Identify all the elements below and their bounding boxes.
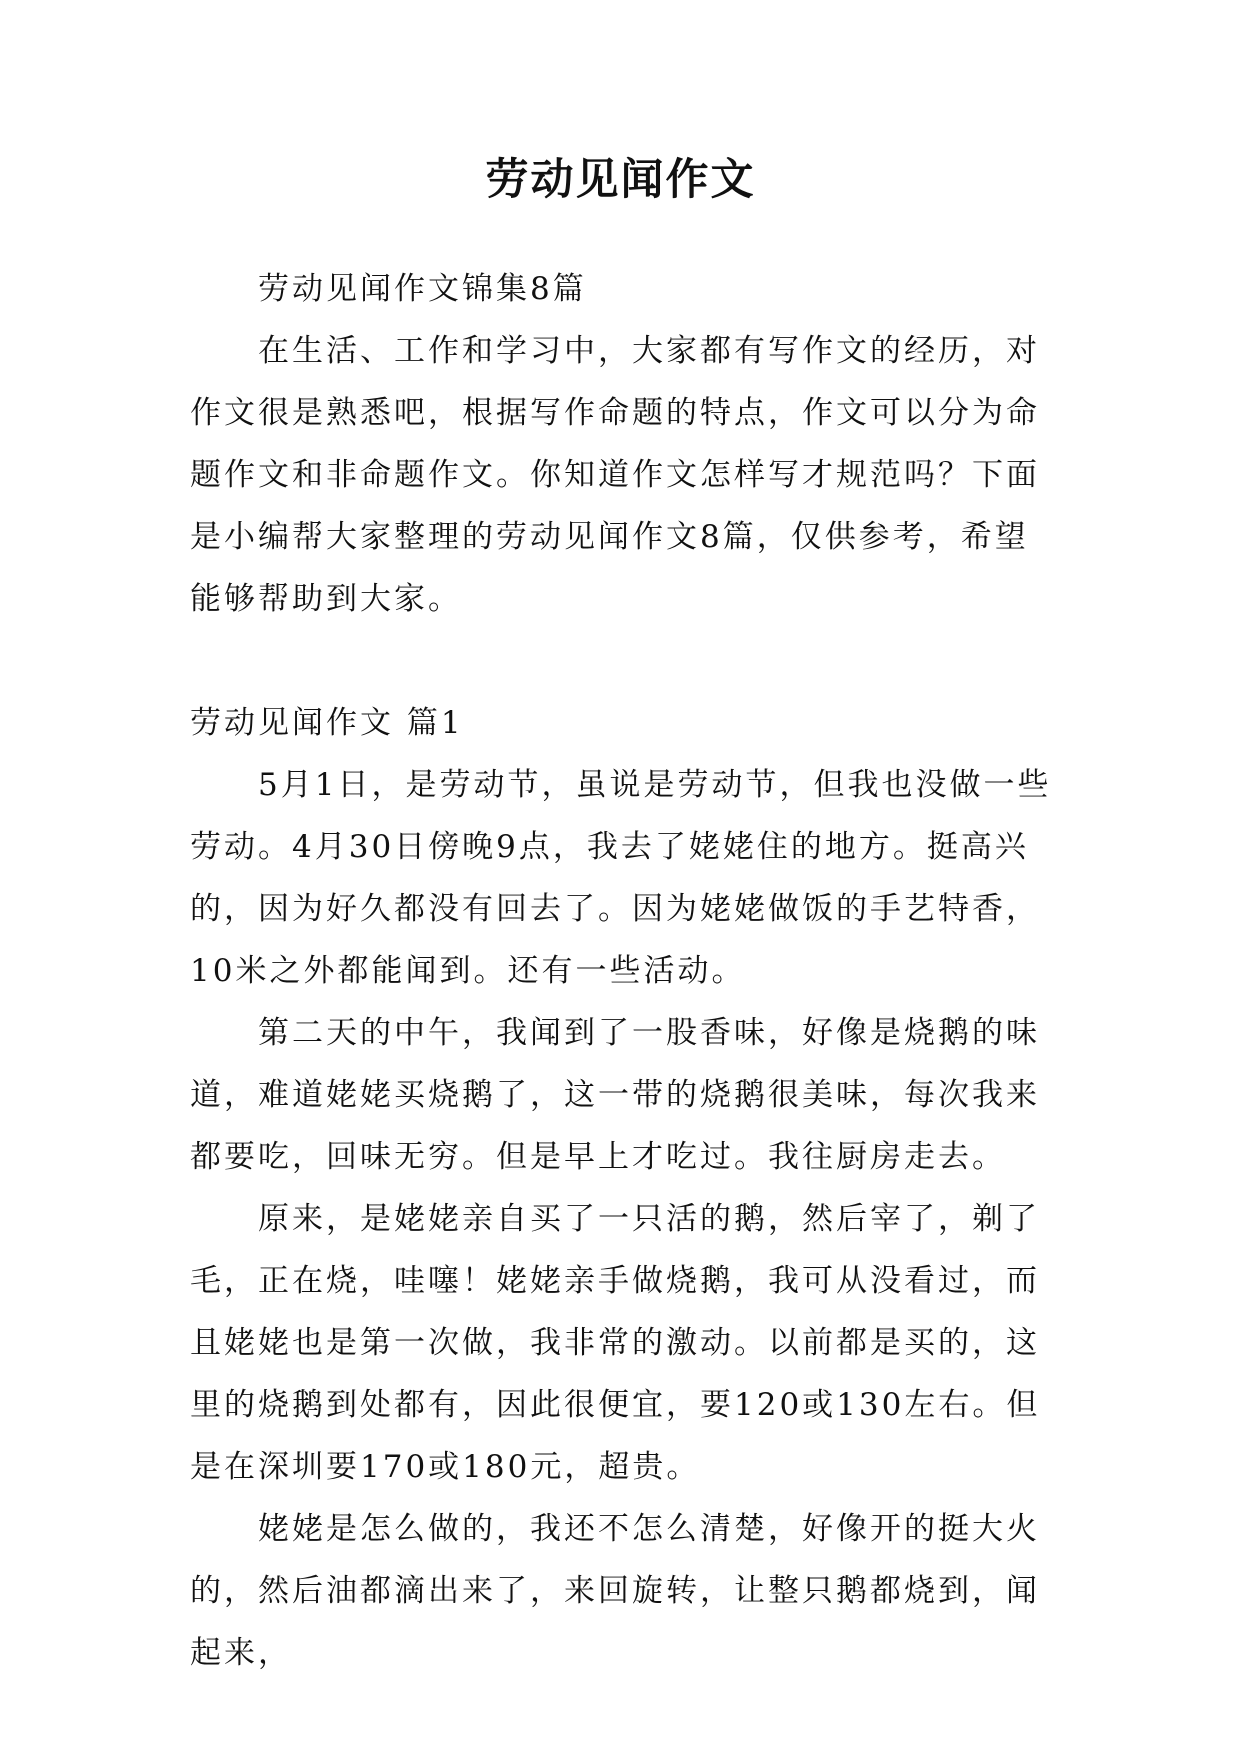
document-title: 劳动见闻作文 (485, 155, 756, 205)
body-paragraph: 原来，是姥姥亲自买了一只活的鹅，然后宰了，剃了毛，正在烧，哇噻！姥姥亲手做烧鹅，我可从没看过，而且姥姥也是第一次做，我非常的激动。以前都是买的，这里的烧鹅到处都有，因此很便宜，要120或130左右。但是在深圳要170或180元，超贵。 (190, 1201, 1041, 1485)
body-paragraph: 姥姥是怎么做的，我还不怎么清楚，好像开的挺大火的，然后油都滴出来了，来回旋转，让整只鹅都烧到，闻起来， (190, 1511, 1040, 1671)
document-subtitle: 劳动见闻作文锦集8篇 (258, 271, 587, 307)
body-paragraph: 5月1日，是劳动节，虽说是劳动节，但我也没做一些劳动。4月30日傍晚9点，我去了姥姥住的地方。挺高兴的，因为好久都没有回去了。因为姥姥做饭的手艺特香，10米之外都能闻到。还有一些活动。 (190, 767, 1052, 989)
section-heading: 劳动见闻作文 篇1 (190, 705, 464, 741)
body-paragraph: 第二天的中午，我闻到了一股香味，好像是烧鹅的味道，难道姥姥买烧鹅了，这一带的烧鹅很美味，每次我来都要吃，回味无穷。但是早上才吃过。我往厨房走去。 (190, 1015, 1040, 1175)
intro-paragraph: 在生活、工作和学习中，大家都有写作文的经历，对作文很是熟悉吧，根据写作命题的特点，作文可以分为命题作文和非命题作文。你知道作文怎样写才规范吗？下面是小编帮大家整理的劳动见闻作文8篇，仅供参考，希望能够帮助到大家。 (190, 333, 1040, 617)
